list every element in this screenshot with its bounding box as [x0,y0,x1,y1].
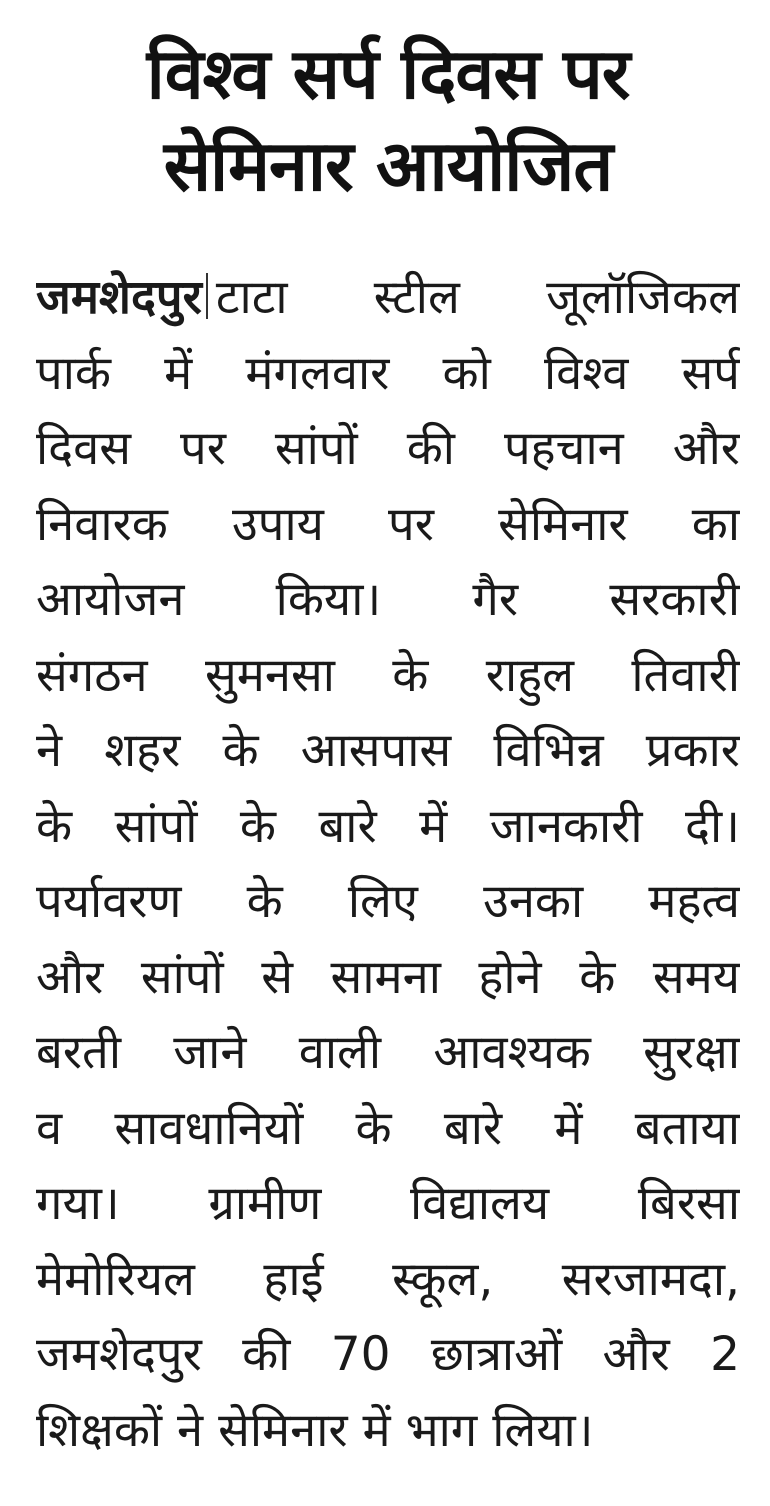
article-line: व सावधानियों के बारे में बताया [36,1100,740,1156]
dateline-separator [206,273,208,319]
article-line: आयोजन किया। गैर सरकारी [36,572,740,627]
article-line-text: टाटा स्टील जूलॉजिकल [215,270,740,325]
article-line [36,260,740,336]
article-line: गया। ग्रामीण विद्यालय बिरसा [36,1176,740,1231]
article-line: पर्यावरण के लिए उनका महत्व [36,874,740,929]
article-line: दिवस पर सांपों की पहचान और [36,421,740,476]
article-line: के सांपों के बारे में जानकारी दी। [36,798,740,854]
dateline: जमशेदपुर [36,270,202,325]
article-line: पार्क में मंगलवार को विश्व सर्प [36,345,740,401]
headline [36,28,740,212]
article-line: शिक्षकों ने सेमिनार में भाग लिया। [36,1402,594,1458]
article-body [36,260,740,1468]
article-line: बरती जाने वाली आवश्यक सुरक्षा [36,1025,740,1080]
article-line: जमशेदपुर की 70 छात्राओं और 2 [36,1327,740,1382]
article-line: संगठन सुमनसा के राहुल तिवारी [36,647,740,703]
article-line: ने शहर के आसपास विभिन्न प्रकार [36,723,740,778]
headline-line: सेमिनार आयोजित [163,125,613,207]
article-line: निवारक उपाय पर सेमिनार का [36,496,740,552]
article-line: मेमोरियल हाई स्कूल, सरजामदा, [36,1251,740,1307]
headline-line: विश्व सर्प दिवस पर [146,33,630,115]
article-line: और सांपों से सामना होने के समय [36,949,740,1005]
